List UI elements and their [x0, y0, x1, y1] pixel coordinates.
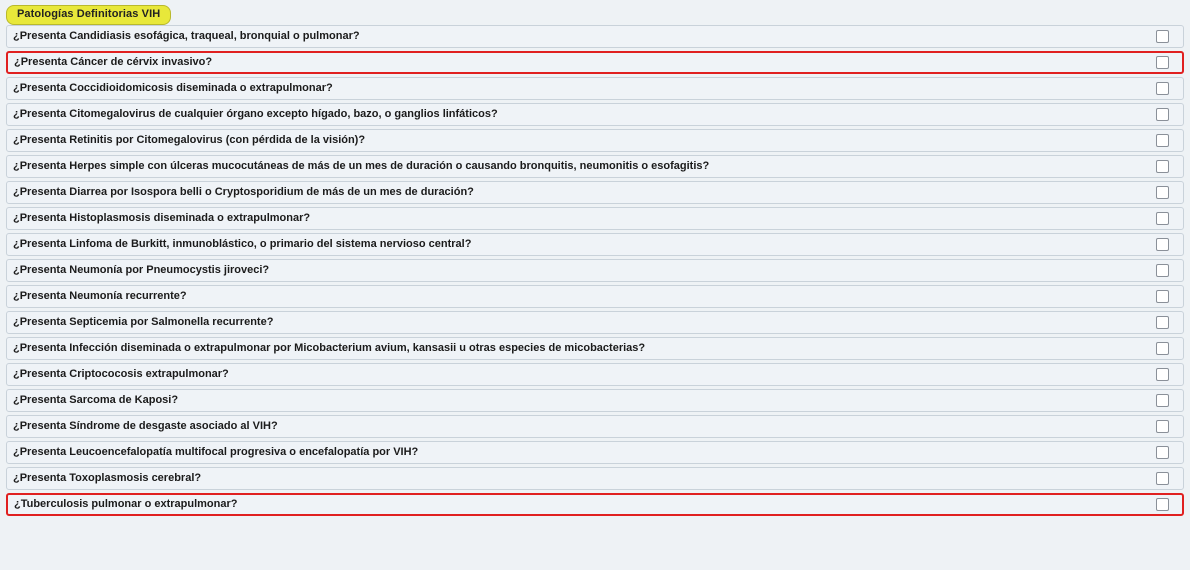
question-row — [6, 51, 1184, 74]
question-row — [6, 493, 1184, 516]
question-row — [6, 233, 1184, 256]
question-checkbox[interactable] — [1156, 160, 1169, 173]
question-checkbox[interactable] — [1156, 82, 1169, 95]
question-label: ¿Presenta Sarcoma de Kaposi? — [13, 394, 179, 406]
question-checkbox[interactable] — [1156, 368, 1169, 381]
question-label: ¿Presenta Histoplasmosis diseminada o extrapulmonar? — [13, 212, 311, 224]
question-row — [6, 25, 1184, 48]
question-label: ¿Presenta Leucoencefalopatía multifocal progresiva o encefalopatía por VIH? — [13, 446, 419, 458]
question-checkbox[interactable] — [1156, 342, 1169, 355]
question-row — [6, 103, 1184, 126]
question-label: ¿Presenta Candidiasis esofágica, traqueal, bronquial o pulmonar? — [13, 30, 360, 42]
question-checkbox[interactable] — [1156, 134, 1169, 147]
question-row — [6, 363, 1184, 386]
question-label: ¿Presenta Coccidioidomicosis diseminada o extrapulmonar? — [13, 82, 333, 94]
question-checkbox[interactable] — [1156, 290, 1169, 303]
question-checkbox[interactable] — [1156, 498, 1169, 511]
question-checkbox[interactable] — [1156, 316, 1169, 329]
question-label: ¿Presenta Citomegalovirus de cualquier órgano excepto hígado, bazo, o ganglios linfáticos? — [13, 108, 498, 120]
section-title: Patologías Definitorias VIH — [6, 5, 171, 25]
question-label: ¿Presenta Toxoplasmosis cerebral? — [13, 472, 202, 484]
question-label: ¿Presenta Cáncer de cérvix invasivo? — [14, 56, 213, 68]
question-row — [6, 207, 1184, 230]
question-checkbox[interactable] — [1156, 56, 1169, 69]
question-row — [6, 181, 1184, 204]
question-row — [6, 77, 1184, 100]
question-label: ¿Presenta Retinitis por Citomegalovirus (con pérdida de la visión)? — [13, 134, 366, 146]
questions-list — [0, 22, 1190, 519]
question-checkbox[interactable] — [1156, 446, 1169, 459]
question-label: ¿Presenta Criptococosis extrapulmonar? — [13, 368, 229, 380]
question-checkbox[interactable] — [1156, 394, 1169, 407]
question-row — [6, 155, 1184, 178]
question-checkbox[interactable] — [1156, 420, 1169, 433]
question-label: ¿Presenta Neumonía por Pneumocystis jiroveci? — [13, 264, 270, 276]
question-label: ¿Presenta Septicemia por Salmonella recurrente? — [13, 316, 274, 328]
question-label: ¿Presenta Herpes simple con úlceras mucocutáneas de más de un mes de duración o causando bronquitis, neumonitis o esofagitis? — [13, 160, 710, 172]
question-checkbox[interactable] — [1156, 212, 1169, 225]
question-row — [6, 389, 1184, 412]
question-row — [6, 337, 1184, 360]
question-row — [6, 259, 1184, 282]
question-row — [6, 467, 1184, 490]
question-label: ¿Presenta Diarrea por Isospora belli o Cryptosporidium de más de un mes de duración? — [13, 186, 474, 198]
question-row — [6, 285, 1184, 308]
question-label: ¿Presenta Síndrome de desgaste asociado al VIH? — [13, 420, 278, 432]
question-row — [6, 441, 1184, 464]
question-label: ¿Presenta Linfoma de Burkitt, inmunoblástico, o primario del sistema nervioso central? — [13, 238, 472, 250]
question-checkbox[interactable] — [1156, 30, 1169, 43]
question-row — [6, 311, 1184, 334]
question-checkbox[interactable] — [1156, 472, 1169, 485]
question-checkbox[interactable] — [1156, 238, 1169, 251]
question-checkbox[interactable] — [1156, 108, 1169, 121]
question-label: ¿Tuberculosis pulmonar o extrapulmonar? — [14, 498, 238, 510]
question-label: ¿Presenta Neumonía recurrente? — [13, 290, 187, 302]
question-row — [6, 129, 1184, 152]
question-label: ¿Presenta Infección diseminada o extrapulmonar por Micobacterium avium, kansasii u otras especies de micobacterias? — [13, 342, 646, 354]
question-row — [6, 415, 1184, 438]
question-checkbox[interactable] — [1156, 264, 1169, 277]
question-checkbox[interactable] — [1156, 186, 1169, 199]
